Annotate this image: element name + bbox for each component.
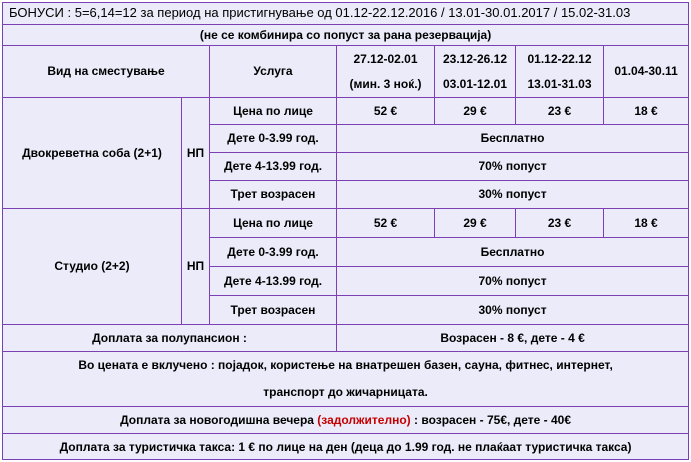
new-year-prices: : возрасен - 75€, дете - 40€ [410, 413, 572, 428]
board-type: НП [182, 97, 210, 208]
accommodation-header: Вид на сместување [3, 46, 210, 98]
price-cell: 29 € [435, 208, 516, 237]
no-combine-note: (не се комбинира со попуст за рана резервација) [3, 24, 689, 46]
period-1-line2: (мин. 3 ноќ.) [337, 71, 435, 97]
period-4: 01.04-30.11 [604, 46, 689, 98]
new-year-dinner [3, 407, 689, 434]
period-3-line1: 01.12-22.12 [516, 46, 604, 72]
price-cell: 23 € [516, 97, 604, 124]
half-board-label: Доплата за полупансион : [3, 325, 337, 352]
room-name: Студио (2+2) [3, 208, 182, 324]
price-cell: 18 € [604, 208, 689, 237]
new-year-text: Доплата за новогодишна вечера [120, 413, 318, 428]
service-header: Услуга [210, 46, 337, 98]
child2-label: Дете 4-13.99 год. [210, 152, 337, 180]
period-2-line2: 03.01-12.01 [435, 71, 516, 97]
included-line2: транспорт до жичарницата. [3, 379, 689, 407]
included-line1: Во цената е вклучено : појадок, користење на внатрешен базен, сауна, фитнес, интернет, [3, 352, 689, 379]
child1-label: Дете 0-3.99 год. [210, 124, 337, 152]
price-cell: 52 € [337, 208, 435, 237]
adult3-value: 30% попуст [337, 296, 689, 325]
price-cell: 52 € [337, 97, 435, 124]
bonus-line: БОНУСИ : 5=6,14=12 за период на пристигнување од 01.12-22.12.2016 / 13.01-30.01.2017 / 15.02-31.03 [3, 3, 689, 25]
price-label: Цена по лице [210, 97, 337, 124]
period-1-line1: 27.12-02.01 [337, 46, 435, 72]
price-cell: 29 € [435, 97, 516, 124]
child2-label: Дете 4-13.99 год. [210, 266, 337, 295]
adult3-label: Трет возрасен [210, 296, 337, 325]
child1-value: Бесплатно [337, 124, 689, 152]
child1-value: Бесплатно [337, 237, 689, 266]
price-cell: 18 € [604, 97, 689, 124]
tourist-tax: Доплата за туристичка такса: 1 € по лице на ден (деца до 1.99 год. не плаќаат туристичка такса) [3, 434, 689, 460]
half-board-value: Возрасен - 8 €, дете - 4 € [337, 325, 689, 352]
period-2-line1: 23.12-26.12 [435, 46, 516, 72]
price-label: Цена по лице [210, 208, 337, 237]
mandatory-note: (задолжително) [317, 413, 411, 428]
room-name: Двокреветна соба (2+1) [3, 97, 182, 208]
price-table [2, 2, 689, 460]
adult3-label: Трет возрасен [210, 180, 337, 208]
period-3-line2: 13.01-31.03 [516, 71, 604, 97]
adult3-value: 30% попуст [337, 180, 689, 208]
price-cell: 23 € [516, 208, 604, 237]
child1-label: Дете 0-3.99 год. [210, 237, 337, 266]
child2-value: 70% попуст [337, 266, 689, 295]
board-type: НП [182, 208, 210, 324]
child2-value: 70% попуст [337, 152, 689, 180]
